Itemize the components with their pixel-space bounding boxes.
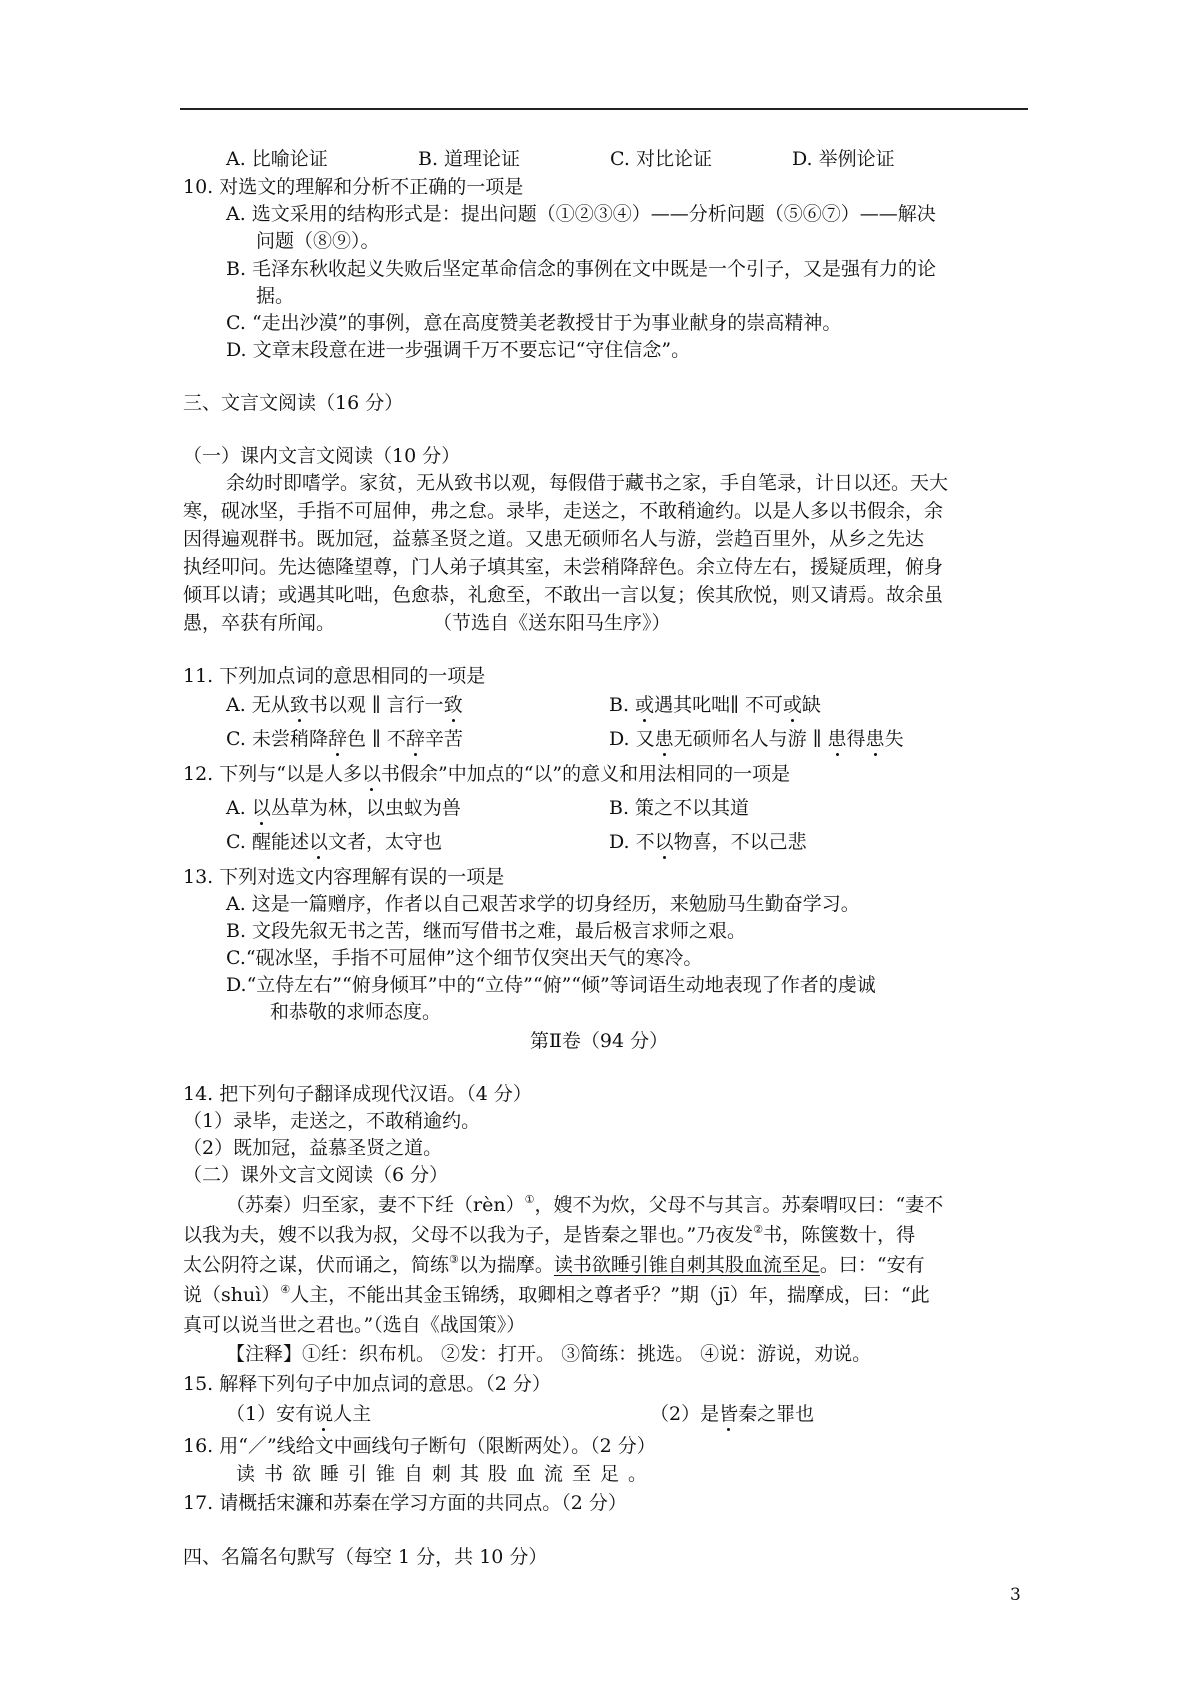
q9-option-d: D. 举例论证	[792, 148, 895, 170]
page-number: 3	[1010, 1585, 1021, 1605]
q11-option-a: A. 无从致书以观 ∥ 言行一致	[226, 694, 463, 716]
q11-option-b: B. 或遇其叱咄∥ 不可或缺	[609, 694, 821, 716]
q16-stem: 16. 用“／”线给文中画线句子断句（限断两处）。（2 分）	[183, 1435, 656, 1457]
q9-option-c: C. 对比论证	[610, 148, 712, 170]
q10-option-b: B. 毛泽东秋收起义失败后坚定革命信念的事例在文中既是一个引子，又是强有力的论	[226, 258, 937, 280]
q14-sentence-2: （2）既加冠，益慕圣贤之道。	[183, 1137, 443, 1159]
passage1-source: （节选自《送东阳马生序》）	[433, 612, 671, 634]
q11-option-d: D. 又患无硕师名人与游 ∥ 患得患失	[609, 728, 904, 750]
passage2-line: 真可以说当世之君也。”（选自《战国策》）	[183, 1314, 526, 1336]
q10-stem: 10. 对选文的理解和分析不正确的一项是	[183, 176, 524, 198]
q10-option-a: A. 选文采用的结构形式是：提出问题（①②③④）——分析问题（⑤⑥⑦）——解决	[226, 203, 936, 225]
q12-option-c: C. 醒能述以文者，太守也	[226, 831, 442, 853]
q13-option-d-cont: 和恭敬的求师态度。	[270, 1001, 442, 1023]
q17-stem: 17. 请概括宋濂和苏秦在学习方面的共同点。（2 分）	[183, 1492, 627, 1514]
q14-stem: 14. 把下列句子翻译成现代汉语。（4 分）	[183, 1083, 532, 1105]
q15-item-1: （1）安有说人主	[226, 1403, 372, 1425]
q12-option-d: D. 不以物喜，不以己悲	[609, 831, 807, 853]
q16-sentence: 读书欲睡引锥自刺其股血流至足。	[236, 1463, 657, 1485]
passage1-line: 执经叩问。先达德隆望尊，门人弟子填其室，未尝稍降辞色。余立侍左右，援疑质理，俯身	[183, 556, 944, 578]
header-rule	[180, 108, 1028, 110]
passage1-line: 倾耳以请；或遇其叱咄，色愈恭，礼愈至，不敢出一言以复；俟其欣悦，则又请焉。故余虽	[183, 584, 944, 606]
passage2-line: 以我为夫，嫂不以我为叔，父母不以我为子，是皆秦之罪也。”乃夜发②书，陈箧数十，得	[183, 1223, 916, 1246]
q10-option-d: D. 文章末段意在进一步强调千万不要忘记“守住信念”。	[226, 339, 691, 361]
q9-option-b: B. 道理论证	[418, 148, 521, 170]
section3-sub2: （二）课外文言文阅读（6 分）	[183, 1164, 449, 1186]
q13-option-d: D.“立侍左右”“俯身倾耳”中的“立侍”“俯”“倾”等词语生动地表现了作者的虔诚	[226, 974, 876, 996]
passage1-line: 余幼时即嗜学。家贫，无从致书以观，每假借于藏书之家，手自笔录，计日以还。天大	[226, 472, 949, 494]
q15-stem: 15. 解释下列句子中加点词的意思。（2 分）	[183, 1373, 551, 1395]
q9-option-a: A. 比喻论证	[226, 148, 328, 170]
section4-title: 四、名篇名句默写（每空 1 分，共 10 分）	[183, 1546, 548, 1568]
q10-option-b-cont: 据。	[256, 285, 295, 307]
q12-option-a: A. 以丛草为林，以虫蚁为兽	[226, 797, 461, 819]
passage2-line: 说（shuì）④人主，不能出其金玉锦绣，取卿相之尊者乎？”期（jī）年，揣摩成，曰：“此	[183, 1283, 930, 1306]
q14-sentence-1: （1）录毕，走送之，不敢稍逾约。	[183, 1110, 481, 1132]
q12-stem: 12. 下列与“以是人多以书假余”中加点的“以”的意义和用法相同的一项是	[183, 763, 791, 785]
q10-option-c: C. “走出沙漠”的事例，意在高度赞美老教授甘于为事业献身的崇高精神。	[226, 312, 842, 334]
q13-option-a: A. 这是一篇赠序，作者以自己艰苦求学的切身经历，来勉励马生勤奋学习。	[226, 893, 860, 915]
passage1-line: 愚，卒获有所闻。	[183, 612, 336, 634]
q11-stem: 11. 下列加点词的意思相同的一项是	[183, 665, 486, 687]
passage1-line: 寒，砚冰坚，手指不可屈伸，弗之怠。录毕，走送之，不敢稍逾约。以是人多以书假余，余	[183, 500, 944, 522]
passage2-notes: 【注释】①纴：织布机。 ②发：打开。 ③简练：挑选。 ④说：游说，劝说。	[226, 1343, 872, 1365]
q11-option-c: C. 未尝稍降辞色 ∥ 不辞辛苦	[226, 728, 463, 750]
underlined-sentence: 读书欲睡引锥自刺其股血流至足	[553, 1254, 820, 1276]
passage2-line: （苏秦）归至家，妻不下纴（rèn）①，嫂不为炊，父母不与其言。苏秦喟叹曰：“妻不	[226, 1193, 944, 1216]
q15-item-2: （2）是皆秦之罪也	[650, 1403, 815, 1425]
section3-sub1: （一）课内文言文阅读（10 分）	[183, 445, 461, 467]
q12-option-b: B. 策之不以其道	[609, 797, 750, 819]
q13-stem: 13. 下列对选文内容理解有误的一项是	[183, 866, 505, 888]
section3-title: 三、文言文阅读（16 分）	[183, 392, 404, 414]
q10-option-a-cont: 问题（⑧⑨）。	[256, 230, 380, 252]
volume2-title: 第Ⅱ卷（94 分）	[530, 1030, 669, 1052]
q13-option-b: B. 文段先叙无书之苦，继而写借书之难，最后极言求师之艰。	[226, 920, 747, 942]
passage1-line: 因得遍观群书。既加冠，益慕圣贤之道。又患无硕师名人与游，尝趋百里外，从乡之先达	[183, 528, 925, 550]
passage2-line: 太公阴符之谋，伏而诵之，简练③以为揣摩。读书欲睡引锥自刺其股血流至足。曰：“安有	[183, 1253, 925, 1276]
q13-option-c: C.“砚冰坚，手指不可屈伸”这个细节仅突出天气的寒冷。	[226, 947, 703, 969]
